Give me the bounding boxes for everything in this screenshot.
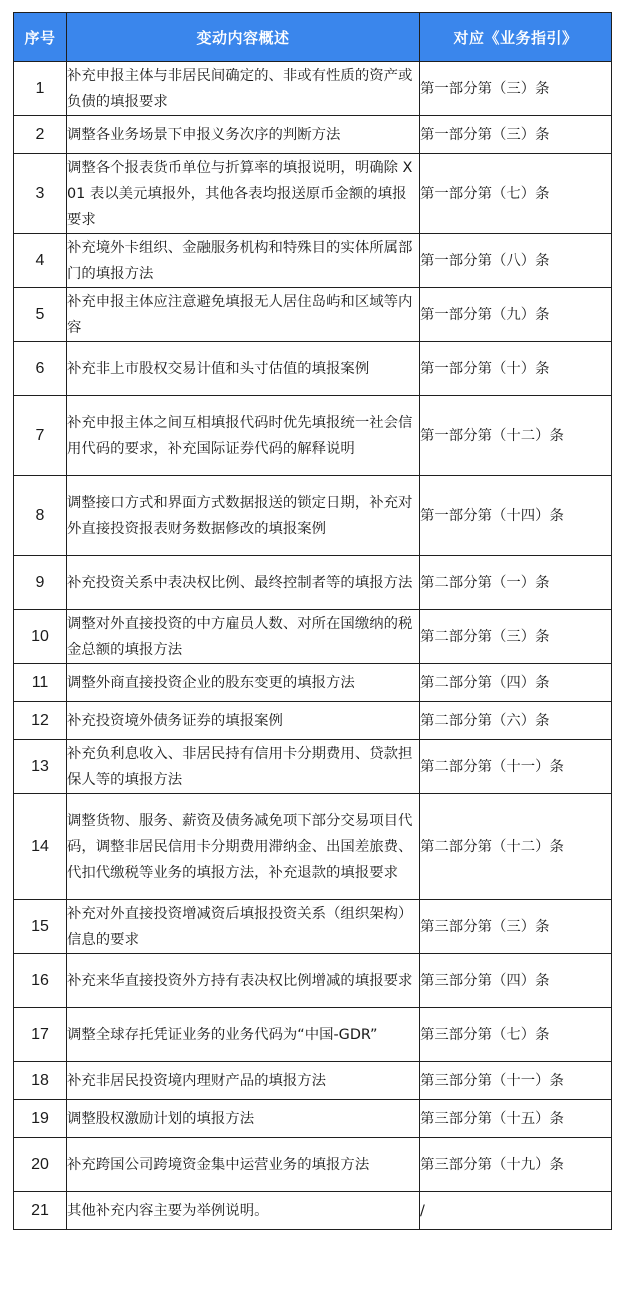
row-reference: 第三部分第（三）条 [420, 900, 612, 954]
row-reference: 第二部分第（一）条 [420, 556, 612, 610]
row-reference: 第三部分第（四）条 [420, 954, 612, 1008]
table-row [14, 702, 612, 740]
row-reference: 第三部分第（十一）条 [420, 1062, 612, 1100]
table-row [14, 476, 612, 556]
header-reference: 对应《业务指引》 [420, 13, 612, 62]
row-description: 调整股权激励计划的填报方法 [67, 1100, 420, 1138]
row-no: 15 [14, 900, 67, 954]
changes-table [13, 12, 612, 1230]
row-reference: 第一部分第（三）条 [420, 62, 612, 116]
row-reference: 第一部分第（三）条 [420, 116, 612, 154]
row-no: 7 [14, 396, 67, 476]
row-reference: 第一部分第（九）条 [420, 288, 612, 342]
row-description: 调整各业务场景下申报义务次序的判断方法 [67, 116, 420, 154]
table-row [14, 740, 612, 794]
table-body [14, 62, 612, 1230]
row-description: 补充对外直接投资增减资后填报投资关系（组织架构）信息的要求 [67, 900, 420, 954]
row-reference: 第二部分第（六）条 [420, 702, 612, 740]
row-description: 调整外商直接投资企业的股东变更的填报方法 [67, 664, 420, 702]
row-no: 14 [14, 794, 67, 900]
row-reference: 第一部分第（十二）条 [420, 396, 612, 476]
row-reference: 第二部分第（十一）条 [420, 740, 612, 794]
row-description: 补充申报主体之间互相填报代码时优先填报统一社会信用代码的要求，补充国际证券代码的解释说明 [67, 396, 420, 476]
table-row [14, 154, 612, 234]
row-reference: 第二部分第（三）条 [420, 610, 612, 664]
row-description: 补充非居民投资境内理财产品的填报方法 [67, 1062, 420, 1100]
row-description: 补充跨国公司跨境资金集中运营业务的填报方法 [67, 1138, 420, 1192]
row-reference: 第三部分第（十九）条 [420, 1138, 612, 1192]
table-row [14, 1008, 612, 1062]
row-reference: 第二部分第（四）条 [420, 664, 612, 702]
table-row [14, 288, 612, 342]
row-no: 13 [14, 740, 67, 794]
table-row [14, 556, 612, 610]
table-row [14, 954, 612, 1008]
row-description: 调整对外直接投资的中方雇员人数、对所在国缴纳的税金总额的填报方法 [67, 610, 420, 664]
table-row [14, 610, 612, 664]
row-no: 20 [14, 1138, 67, 1192]
row-description: 补充非上市股权交易计值和头寸估值的填报案例 [67, 342, 420, 396]
row-reference: 第一部分第（七）条 [420, 154, 612, 234]
row-no: 19 [14, 1100, 67, 1138]
table-row [14, 234, 612, 288]
row-no: 21 [14, 1192, 67, 1230]
table-row [14, 342, 612, 396]
row-reference: 第一部分第（十）条 [420, 342, 612, 396]
row-description: 补充境外卡组织、金融服务机构和特殊目的实体所属部门的填报方法 [67, 234, 420, 288]
table-row [14, 1192, 612, 1230]
row-no: 4 [14, 234, 67, 288]
row-no: 17 [14, 1008, 67, 1062]
table-row [14, 1100, 612, 1138]
row-description: 补充投资境外债务证券的填报案例 [67, 702, 420, 740]
row-no: 18 [14, 1062, 67, 1100]
table-header [14, 13, 612, 62]
table-row [14, 62, 612, 116]
row-description: 补充负利息收入、非居民持有信用卡分期费用、贷款担保人等的填报方法 [67, 740, 420, 794]
row-no: 5 [14, 288, 67, 342]
row-description: 补充申报主体应注意避免填报无人居住岛屿和区域等内容 [67, 288, 420, 342]
table-row [14, 116, 612, 154]
row-no: 2 [14, 116, 67, 154]
table-row [14, 1138, 612, 1192]
row-reference: 第一部分第（十四）条 [420, 476, 612, 556]
table-row [14, 1062, 612, 1100]
row-description: 补充投资关系中表决权比例、最终控制者等的填报方法 [67, 556, 420, 610]
table-row [14, 396, 612, 476]
row-description: 调整各个报表货币单位与折算率的填报说明，明确除 X01 表以美元填报外，其他各表均报送原币金额的填报要求 [67, 154, 420, 234]
row-description: 补充申报主体与非居民间确定的、非或有性质的资产或负债的填报要求 [67, 62, 420, 116]
row-no: 10 [14, 610, 67, 664]
table-row [14, 664, 612, 702]
row-no: 16 [14, 954, 67, 1008]
row-no: 8 [14, 476, 67, 556]
row-reference: 第一部分第（八）条 [420, 234, 612, 288]
row-description: 补充来华直接投资外方持有表决权比例增减的填报要求 [67, 954, 420, 1008]
row-reference: 第三部分第（七）条 [420, 1008, 612, 1062]
row-description: 调整货物、服务、薪资及债务减免项下部分交易项目代码，调整非居民信用卡分期费用滞纳金、出国差旅费、代扣代缴税等业务的填报方法，补充退款的填报要求 [67, 794, 420, 900]
row-no: 3 [14, 154, 67, 234]
row-no: 6 [14, 342, 67, 396]
row-reference: 第三部分第（十五）条 [420, 1100, 612, 1138]
row-reference: 第二部分第（十二）条 [420, 794, 612, 900]
table-row [14, 794, 612, 900]
row-no: 11 [14, 664, 67, 702]
row-reference: / [420, 1192, 612, 1230]
header-no: 序号 [14, 13, 67, 62]
row-no: 12 [14, 702, 67, 740]
row-no: 1 [14, 62, 67, 116]
row-description: 调整全球存托凭证业务的业务代码为“中国-GDR” [67, 1008, 420, 1062]
row-description: 其他补充内容主要为举例说明。 [67, 1192, 420, 1230]
table-row [14, 900, 612, 954]
header-description: 变动内容概述 [67, 13, 420, 62]
row-description: 调整接口方式和界面方式数据报送的锁定日期，补充对外直接投资报表财务数据修改的填报案例 [67, 476, 420, 556]
header-row [14, 13, 612, 62]
row-no: 9 [14, 556, 67, 610]
